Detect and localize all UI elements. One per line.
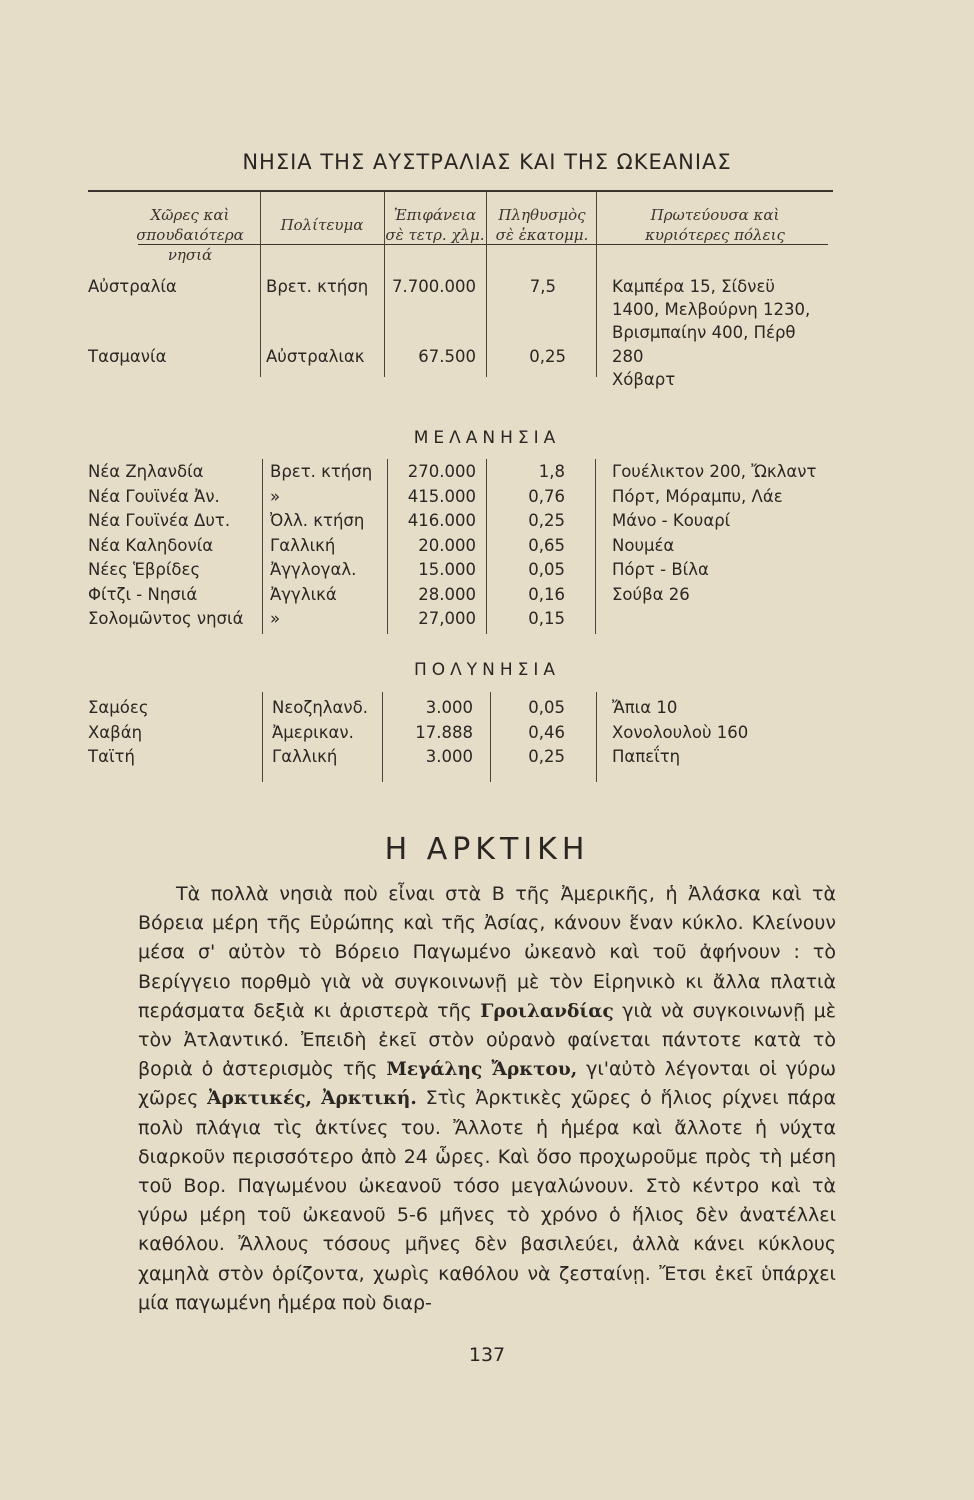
header-capitals-line2: κυριότερες πόλεις xyxy=(645,226,785,244)
row-country: Νέα Ζηλανδία xyxy=(88,462,204,481)
row-country: Ταϊτή xyxy=(88,747,135,766)
header-population-line2: σὲ ἑκατομμ. xyxy=(495,226,589,244)
row-government: Ἀγγλογαλ. xyxy=(270,560,357,579)
row-area: 15.000 xyxy=(418,560,476,579)
column-rule xyxy=(262,459,263,634)
page-title: ΝΗΣΙΑ ΤΗΣ ΑΥΣΤΡΑΛΙΑΣ ΚΑΙ ΤΗΣ ΩΚΕΑΝΙΑΣ xyxy=(242,150,732,174)
column-rule xyxy=(387,459,388,634)
row-population: 0,76 xyxy=(528,486,565,506)
row-government: Ἀγγλικά xyxy=(270,584,337,604)
tasmania-government: Αὐστραλιακ xyxy=(266,347,365,366)
arctic-text: γιὰ νὰ συγκοινωνῇ μὲ τὸν Ἀτλαντικό. Ἐπειδὴ ἐκεῖ στὸν οὐρανὸ φαίνεται πάντοτε κατὰ τὸ βοριὰ ὁ ἀστερισμὸς τῆς xyxy=(138,999,836,1081)
header-area-line2: σὲ τετρ. χλμ. xyxy=(385,226,485,244)
row-government: Νεοζηλανδ. xyxy=(272,698,368,717)
row-country: Νέα Καληδονία xyxy=(88,535,214,555)
row-area: 28.000 xyxy=(418,584,476,604)
header-population xyxy=(487,205,597,245)
row-area: 20.000 xyxy=(418,535,476,555)
row-population: 1,8 xyxy=(538,462,565,481)
row-government: Ὀλλ. κτήση xyxy=(270,511,365,530)
header-countries-line2: σπουδαιότερα νησιά xyxy=(136,226,244,264)
tasmania-cities: Χόβαρτ xyxy=(612,370,676,389)
row-cities: Παπεΐτη xyxy=(612,747,681,766)
arctic-bold-term: Μεγάλης Ἄρκτου, xyxy=(386,1059,578,1081)
row-population: 0,16 xyxy=(528,584,565,604)
arctic-text: Στὶς Ἀρκτικὲς χῶρες ὁ ἥλιος ρίχνει πάρα πολὺ πλάγια τὶς ἀκτίνες του. Ἄλλοτε ἡ ἡμέρα καὶ ἄλλοτε ἡ νύχτα διαρκοῦν περισσότερο ἀπὸ 24 ὧρες. Καὶ ὅσο προχωροῦμε πρὸς τὴ μέση τοῦ Βορ. Παγωμένου ὠκεανοῦ τόσο μεγαλώνουν. Στὸ κέντρο καὶ τὰ γύρω μέρη τοῦ ὠκεανοῦ 5-6 μῆνες τὸ χρόνο ὁ ἥλιος δὲν ἀνατέλλει καθόλου. Ἄλλους τόσους μῆνες δὲν βασιλεύει, ἀλλὰ κάνει κύκλους χαμηλὰ στὸν ὁρίζοντα, χωρὶς καθόλου νὰ ζεσταίνῃ. Ἔτσι ἐκεῖ ὑπάρχει μία παγωμένη ἡμέρα ποὺ διαρ- xyxy=(138,1087,836,1314)
column-rule xyxy=(595,459,596,634)
section-polynesia: ΠΟΛΥΝΗΣΙΑ xyxy=(413,660,561,680)
row-country: Φίτζι - Νησιά xyxy=(88,584,198,604)
row-government: Γαλλική xyxy=(272,747,338,766)
row-area: 27,000 xyxy=(418,609,476,628)
row-government: Ἀμερικαν. xyxy=(272,722,354,742)
header-capitals xyxy=(600,205,830,245)
tasmania-area: 67.500 xyxy=(418,347,476,366)
row-population: 0,05 xyxy=(528,698,565,717)
row-population: 0,25 xyxy=(528,511,565,530)
arctic-text: Τὰ πολλὰ νησιὰ ποὺ εἶναι στὰ Β τῆς Ἀμερικῆς, ἡ Ἀλάσκα καὶ τὰ Βόρεια μέρη τῆς Εὐρώπης καὶ τῆς Ἀσίας, κάνουν ἕναν κύκλο. Κλείνουν μέσα σ' αὐτὸν τὸ Βόρειο Παγωμένο ὠκεανὸ καὶ τοῦ ἀφήνουν : τὸ Βερίγγειο πορθμὸ γιὰ νὰ συγκοινωνῇ μὲ τὸν Εἰρηνικὸ κι ἄλλα πλατιὰ περάσματα δεξιὰ κι ἀριστερὰ τῆς xyxy=(138,883,836,1022)
row-population: 0,65 xyxy=(528,535,565,555)
row-cities: Σούβα 26 xyxy=(612,584,690,604)
arctic-paragraph xyxy=(138,880,836,1318)
australia-population: 7,5 xyxy=(529,277,556,296)
column-rule xyxy=(486,459,487,634)
row-population: 0,46 xyxy=(528,722,565,742)
header-population-line1: Πληθυσμὸς xyxy=(498,206,586,224)
row-area: 415.000 xyxy=(407,486,476,506)
australia-cities-line: Καμπέρα 15, Σίδνεϋ xyxy=(612,277,775,296)
row-government: Γαλλική xyxy=(270,535,336,555)
header-countries xyxy=(120,205,260,265)
row-area: 270.000 xyxy=(407,462,476,481)
column-rule xyxy=(596,192,597,377)
row-area: 17.888 xyxy=(415,722,473,742)
arctic-title: Η ΑΡΚΤΙΚΗ xyxy=(384,832,590,867)
australia-cities-line: 1400, Μελβούρνη 1230, xyxy=(612,300,811,319)
row-country: Χαβάη xyxy=(88,722,143,742)
row-cities: Πόρτ, Μόραμπυ, Λάε xyxy=(612,486,783,506)
row-government: » xyxy=(270,486,281,506)
row-area: 3.000 xyxy=(425,698,473,717)
column-rule xyxy=(262,692,263,782)
row-country: Νέα Γουϊνέα Δυτ. xyxy=(88,511,231,530)
row-area: 416.000 xyxy=(407,511,476,530)
row-cities: Μάνο - Κουαρί xyxy=(612,511,731,530)
row-cities: Νουμέα xyxy=(612,535,675,555)
australia-cities-line: 280 xyxy=(612,347,644,366)
row-country: Νέες Ἑβρίδες xyxy=(88,560,201,579)
arctic-text: γι'αὐτὸ λέγονται οἱ γύρω χῶρες xyxy=(138,1058,836,1110)
column-rule xyxy=(596,692,597,782)
header-government: Πολίτευμα xyxy=(280,216,364,234)
table-top-rule xyxy=(88,190,833,192)
row-cities: Γουέλικτον 200, Ὤκλαντ xyxy=(612,462,817,481)
row-cities: Πόρτ - Βίλα xyxy=(612,560,709,579)
row-government: Βρετ. κτήση xyxy=(270,462,373,481)
row-country: Σαμόες xyxy=(88,698,149,717)
arctic-bold-term: Γροιλανδίας xyxy=(480,1000,614,1022)
australia-cities-line: Βρισμπαίην 400, Πέρθ xyxy=(612,323,796,342)
row-population: 0,05 xyxy=(528,560,565,579)
column-rule xyxy=(382,692,383,782)
australia-government: Βρετ. κτήση xyxy=(266,277,369,296)
row-country: Νέα Γουϊνέα Ἀν. xyxy=(88,486,220,506)
tasmania-country: Τασμανία xyxy=(88,347,167,366)
row-country: Σολομῶντος νησιά xyxy=(88,609,244,628)
row-government: » xyxy=(270,609,281,628)
page-number: 137 xyxy=(468,1344,506,1366)
row-cities: Ἄπια 10 xyxy=(612,698,678,717)
section-melanesia: ΜΕΛΑΝΗΣΙΑ xyxy=(413,428,561,448)
header-area xyxy=(385,205,485,245)
row-population: 0,15 xyxy=(528,609,565,628)
row-cities: Χονολουλοὺ 160 xyxy=(612,722,749,742)
arctic-bold-term: Ἀρκτικές, Ἀρκτική. xyxy=(207,1088,417,1110)
column-rule xyxy=(260,192,261,377)
header-area-line1: Ἐπιφάνεια xyxy=(393,206,477,224)
header-capitals-line1: Πρωτεύουσα καὶ xyxy=(650,206,780,224)
australia-country: Αὐστραλία xyxy=(88,277,177,296)
row-population: 0,25 xyxy=(528,747,565,766)
row-area: 3.000 xyxy=(425,747,473,766)
australia-area: 7.700.000 xyxy=(392,277,476,296)
tasmania-population: 0,25 xyxy=(529,347,566,366)
header-countries-line1: Χῶρες καὶ xyxy=(150,206,230,224)
